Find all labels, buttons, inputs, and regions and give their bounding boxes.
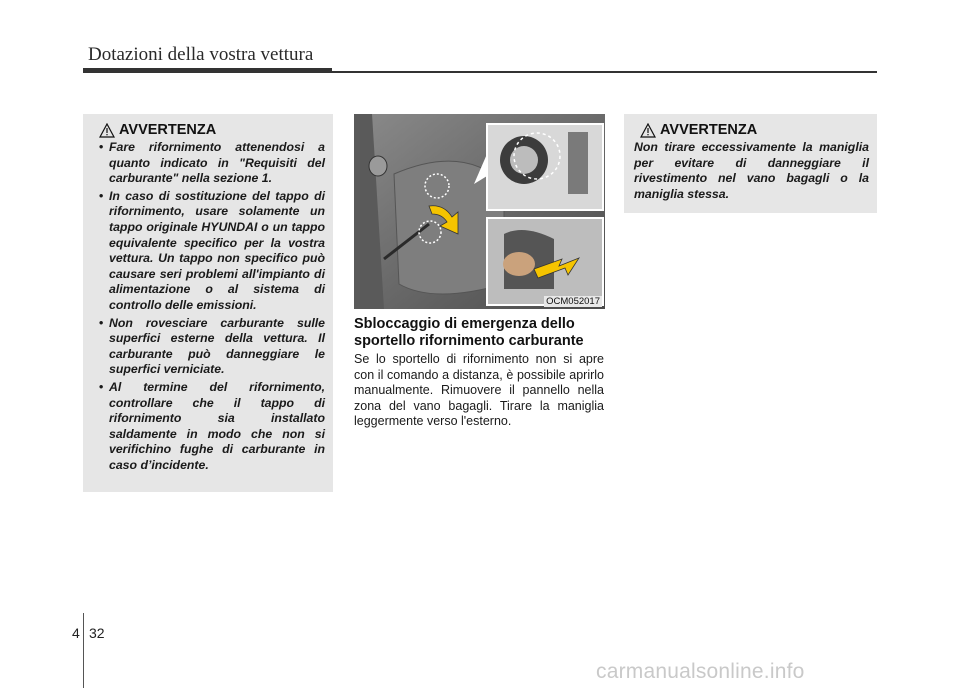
warning-item: • Fare rifornimento attenendosi a quanto indicato in "Requisiti del carburante" nella sezione 1. — [93, 140, 325, 187]
warning-item: • Non rovesciare carburante sulle superfici esterne della vettura. Il carburante può danneggiare le superfici verniciate. — [93, 316, 325, 378]
page-number: 32 — [89, 625, 105, 641]
figure-photo — [354, 114, 605, 309]
warning-item: • In caso di sostituzione del tappo di rifornimento, usare solamente un tappo originale HYUNDAI o un tappo equivalente specifico per la vostra vettura. Un tappo non specifico può causare seri problemi all'impianto di alimentazione o al sistema di controllo delle emissioni. — [93, 189, 325, 314]
header-title: Dotazioni della vostra vettura — [88, 44, 314, 65]
trunk-panel-illustration — [354, 114, 605, 309]
warning-heading-right — [640, 122, 869, 138]
warning-list-left — [93, 140, 325, 473]
footer-divider — [83, 613, 84, 688]
warning-title-left: AVVERTENZA — [119, 122, 217, 138]
warning-heading-left — [99, 122, 325, 138]
warning-item: • Al termine del rifornimento, controllare che il tappo di rifornimento sia installato saldamente in modo che non si verifichino fughe di carburante in caso d’incidente. — [93, 380, 325, 474]
warning-box-left — [83, 114, 333, 492]
chapter-number: 4 — [72, 625, 80, 641]
header-rule-thick — [83, 68, 332, 73]
section-title: Sbloccaggio di emergenza dello sportello rifornimento carburante — [354, 316, 584, 349]
figure-code: OCM052017 — [546, 296, 600, 307]
watermark: carmanualsonline.info — [596, 660, 805, 683]
warning-box-right — [624, 114, 877, 213]
warning-triangle-icon — [99, 123, 115, 138]
warning-text-right: Non tirare eccessivamente la maniglia per evitare di danneggiare il rivestimento nel vano bagagli o la maniglia stessa. — [634, 140, 869, 201]
warning-triangle-icon — [640, 123, 656, 138]
section-body: Se lo sportello di rifornimento non si apre con il comando a distanza, è possibile aprirlo manualmente. Rimuovere il pannello nella zona del vano bagagli. Tirare la maniglia leggermente verso l'esterno. — [354, 352, 604, 428]
header-rule-thin — [332, 71, 877, 73]
warning-title-right: AVVERTENZA — [660, 122, 758, 138]
